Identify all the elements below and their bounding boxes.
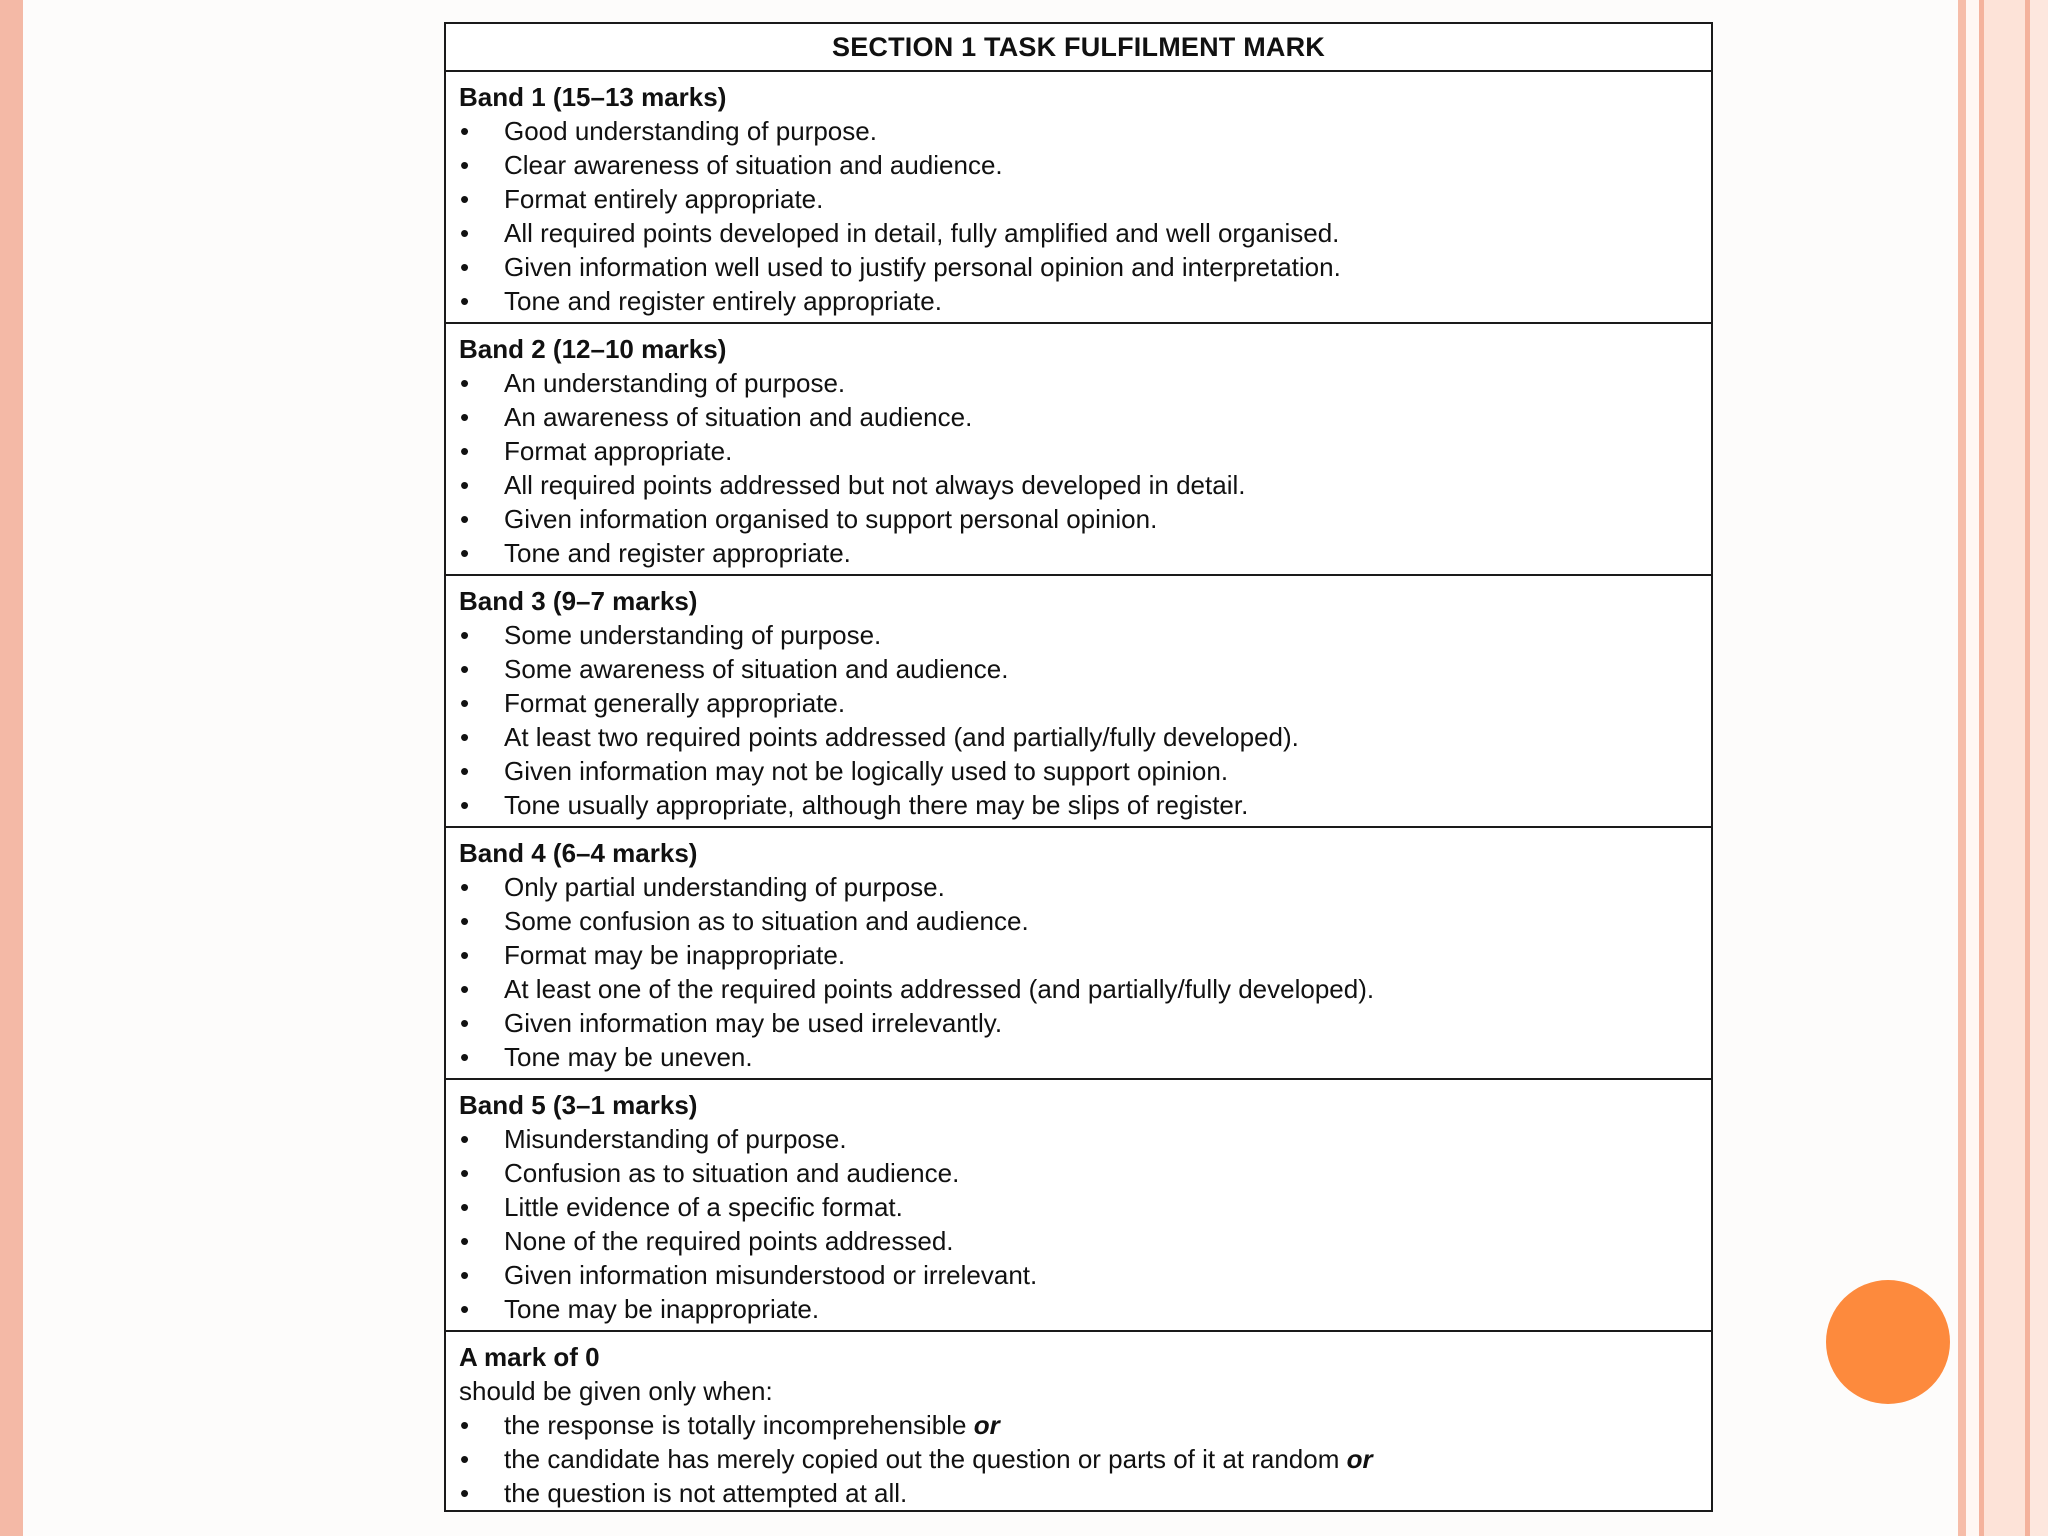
criteria-item [459, 468, 1699, 502]
bullet-icon: • [460, 906, 470, 936]
criteria-text: Format generally appropriate. [504, 688, 846, 718]
criteria-item [459, 366, 1699, 400]
criteria-item [459, 536, 1699, 570]
criteria-item [459, 686, 1699, 720]
zero-mark-conjunction: or [1346, 1444, 1373, 1474]
criteria-item [459, 502, 1699, 536]
criteria-text: Only partial understanding of purpose. [504, 872, 945, 902]
criteria-text: Given information misunderstood or irrelevant. [504, 1260, 1038, 1290]
right-accent-stripe [1966, 0, 1979, 1536]
right-accent-stripe [1984, 0, 2025, 1536]
criteria-text: Given information well used to justify personal opinion and interpretation. [504, 252, 1341, 282]
criteria-item [459, 870, 1699, 904]
bullet-icon: • [460, 1294, 470, 1324]
bullet-icon: • [460, 184, 470, 214]
criteria-text: Format entirely appropriate. [504, 184, 824, 214]
criteria-text: Little evidence of a specific format. [504, 1192, 903, 1222]
criteria-text: None of the required points addressed. [504, 1226, 954, 1256]
bullet-icon: • [460, 974, 470, 1004]
criteria-item [459, 216, 1699, 250]
bullet-icon: • [460, 1410, 470, 1440]
bullet-icon: • [460, 286, 470, 316]
bullet-icon: • [460, 218, 470, 248]
bullet-icon: • [460, 620, 470, 650]
band-section [446, 72, 1711, 324]
band-title: Band 2 (12–10 marks) [459, 334, 727, 364]
criteria-text: All required points addressed but not always developed in detail. [504, 470, 1246, 500]
criteria-text: Given information may be used irrelevantly. [504, 1008, 1003, 1038]
criteria-item [459, 1224, 1699, 1258]
zero-mark-item [459, 1408, 1699, 1442]
bullet-icon: • [460, 402, 470, 432]
zero-mark-list [459, 1408, 1699, 1510]
bullet-icon: • [460, 252, 470, 282]
bullet-icon: • [460, 436, 470, 466]
criteria-text: Clear awareness of situation and audience. [504, 150, 1003, 180]
bullet-icon: • [460, 1008, 470, 1038]
criteria-item [459, 618, 1699, 652]
zero-mark-section [446, 1332, 1711, 1510]
criteria-text: Tone usually appropriate, although there may be slips of register. [504, 790, 1249, 820]
criteria-list [459, 870, 1699, 1074]
criteria-item [459, 434, 1699, 468]
left-accent-bar [0, 0, 23, 1536]
criteria-list [459, 114, 1699, 318]
criteria-item [459, 114, 1699, 148]
bullet-icon: • [460, 116, 470, 146]
bullet-icon: • [460, 1478, 470, 1508]
criteria-text: Tone may be inappropriate. [504, 1294, 820, 1324]
band-section [446, 1080, 1711, 1332]
band-title: Band 4 (6–4 marks) [459, 838, 698, 868]
zero-mark-text: the question is not attempted at all. [504, 1478, 908, 1508]
bullet-icon: • [460, 538, 470, 568]
criteria-text: An awareness of situation and audience. [504, 402, 973, 432]
criteria-item [459, 1258, 1699, 1292]
criteria-item [459, 284, 1699, 318]
bullet-icon: • [460, 790, 470, 820]
bullet-icon: • [460, 1192, 470, 1222]
band-section [446, 324, 1711, 576]
zero-mark-text: the candidate has merely copied out the question or parts of it at random [504, 1444, 1347, 1474]
criteria-item [459, 1040, 1699, 1074]
criteria-item [459, 148, 1699, 182]
band-section [446, 576, 1711, 828]
bullet-icon: • [460, 1158, 470, 1188]
band-title: Band 1 (15–13 marks) [459, 82, 727, 112]
bullet-icon: • [460, 1226, 470, 1256]
criteria-text: Given information may not be logically used to support opinion. [504, 756, 1229, 786]
band-title: Band 3 (9–7 marks) [459, 586, 698, 616]
criteria-text: Confusion as to situation and audience. [504, 1158, 960, 1188]
bullet-icon: • [460, 654, 470, 684]
criteria-text: Some confusion as to situation and audience. [504, 906, 1029, 936]
criteria-item [459, 182, 1699, 216]
bullet-icon: • [460, 150, 470, 180]
bullet-icon: • [460, 688, 470, 718]
bullet-icon: • [460, 504, 470, 534]
bullet-icon: • [460, 470, 470, 500]
criteria-text: Tone and register entirely appropriate. [504, 286, 942, 316]
bullet-icon: • [460, 1124, 470, 1154]
bullet-icon: • [460, 1444, 470, 1474]
right-accent-stripe [2030, 0, 2048, 1536]
criteria-text: Format appropriate. [504, 436, 733, 466]
criteria-item [459, 400, 1699, 434]
criteria-text: Good understanding of purpose. [504, 116, 877, 146]
bullet-icon: • [460, 722, 470, 752]
criteria-text: Tone and register appropriate. [504, 538, 851, 568]
criteria-text: Given information organised to support personal opinion. [504, 504, 1158, 534]
criteria-text: All required points developed in detail, fully amplified and well organised. [504, 218, 1340, 248]
band-section [446, 828, 1711, 1080]
criteria-text: Format may be inappropriate. [504, 940, 846, 970]
criteria-item [459, 1122, 1699, 1156]
bullet-icon: • [460, 368, 470, 398]
right-accent-stripe [1958, 0, 1966, 1536]
zero-mark-conjunction: or [973, 1410, 1000, 1440]
criteria-text: An understanding of purpose. [504, 368, 846, 398]
criteria-item [459, 972, 1699, 1006]
criteria-text: Misunderstanding of purpose. [504, 1124, 847, 1154]
band-title: Band 5 (3–1 marks) [459, 1090, 698, 1120]
criteria-item [459, 250, 1699, 284]
zero-mark-item [459, 1476, 1699, 1510]
zero-mark-title: A mark of 0 [459, 1342, 600, 1372]
criteria-item [459, 1156, 1699, 1190]
zero-mark-text: the response is totally incomprehensible [504, 1410, 974, 1440]
criteria-item [459, 652, 1699, 686]
criteria-list [459, 618, 1699, 822]
criteria-text: Some understanding of purpose. [504, 620, 882, 650]
bullet-icon: • [460, 1042, 470, 1072]
criteria-item [459, 904, 1699, 938]
table-title: SECTION 1 TASK FULFILMENT MARK [446, 24, 1711, 72]
criteria-item [459, 754, 1699, 788]
criteria-item [459, 1292, 1699, 1326]
criteria-text: Tone may be uneven. [504, 1042, 753, 1072]
zero-mark-subtitle: should be given only when: [459, 1376, 773, 1406]
criteria-text: Some awareness of situation and audience. [504, 654, 1009, 684]
criteria-list [459, 366, 1699, 570]
criteria-item [459, 720, 1699, 754]
criteria-text: At least two required points addressed (and partially/fully developed). [504, 722, 1299, 752]
bullet-icon: • [460, 872, 470, 902]
criteria-item [459, 788, 1699, 822]
zero-mark-item [459, 1442, 1699, 1476]
criteria-item [459, 1190, 1699, 1224]
criteria-text: At least one of the required points addressed (and partially/fully developed). [504, 974, 1375, 1004]
bullet-icon: • [460, 756, 470, 786]
criteria-list [459, 1122, 1699, 1326]
criteria-item [459, 938, 1699, 972]
bullet-icon: • [460, 1260, 470, 1290]
marking-table [444, 22, 1713, 1512]
criteria-item [459, 1006, 1699, 1040]
bullet-icon: • [460, 940, 470, 970]
decorative-circle [1826, 1280, 1950, 1404]
